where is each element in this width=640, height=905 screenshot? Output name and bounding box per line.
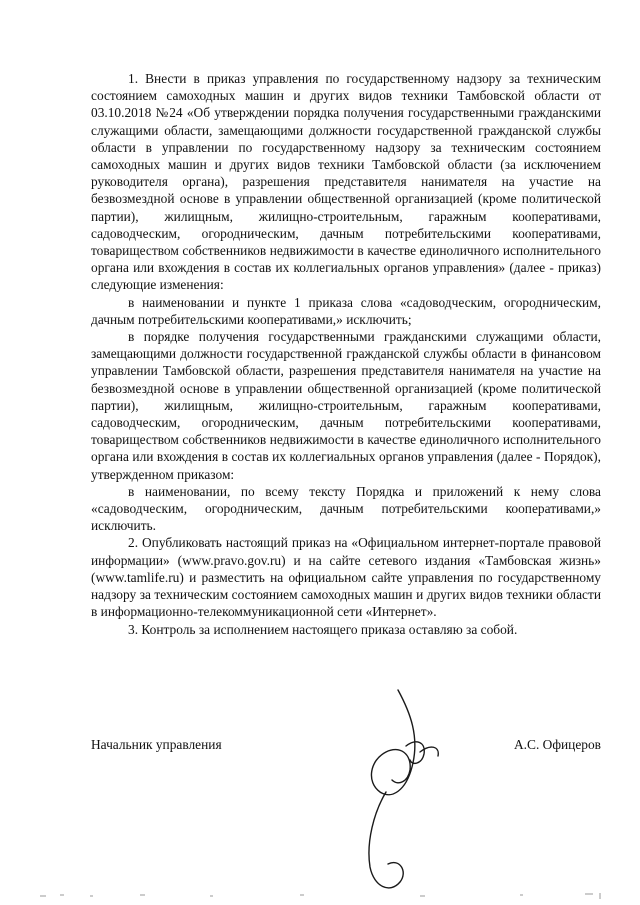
paragraph-2: в наименовании и пункте 1 приказа слова «садоводческим, огородническим, дачным потребительскими кооперативами,» исключить; xyxy=(91,294,601,327)
document-body xyxy=(91,70,601,638)
scan-artifacts xyxy=(0,888,640,902)
paragraph-3: в порядке получения государственными гражданскими служащими области, замещающими должности государственной гражданской службы области в финансовом управлении Тамбовской области, разрешения представителя нанимателя на участие на безвозмездной основе в управлении общественной организацией (кроме политической партии), жилищным, жилищно-строительным, гаражным кооперативами, садоводческим, огородническим, дачным потребительскими кооперативами, товариществом собственников недвижимости в качестве единоличного исполнительного органа или вхождения в состав их коллегиальных органов управления (далее - Порядок), утвержденном приказом: xyxy=(91,329,601,482)
signatory-title: Начальник управления xyxy=(91,737,222,752)
signatory-name: А.С. Офицеров xyxy=(514,737,601,752)
paragraph-1: 1. Внести в приказ управления по государственному надзору за техническим состоянием самоходных машин и других видов техники Тамбовской области от 03.10.2018 №24 «Об утверждении порядка получения государственными гражданскими служащими области, замещающими должности государственной гражданской службы области в управлении по государственному надзору за техническим состоянием самоходных машин и других видов техники Тамбовской области (за исключением руководителя органа), разрешения представителя нанимателя на участие на безвозмездной основе в управлении общественной организацией (кроме политической партии), жилищным, жилищно-строительным, гаражным кооперативами, садоводческим, огородническим, дачным потребительскими кооперативами, товариществом собственников недвижимости в качестве единоличного исполнительного органа или вхождения в состав их коллегиальных органов управления» (далее - приказ) следующие изменения: xyxy=(91,71,601,293)
paragraph-5: 2. Опубликовать настоящий приказ на «Официальном интернет-портале правовой информации» (www.pravo.gov.ru) и на сайте сетевого издания «Тамбовская жизнь» (www.tamlife.ru) и разместить на официальном сайте управления по государственному надзору за техническим состоянием самоходных машин и других видов техники области в информационно-телекоммуникационной сети «Интернет». xyxy=(91,535,601,620)
paragraph-4: в наименовании, по всему тексту Порядка и приложений к нему слова «садоводческим, огородническим, дачным потребительскими кооперативами,» исключить. xyxy=(91,483,601,534)
paragraph-6: 3. Контроль за исполнением настоящего приказа оставляю за собой. xyxy=(128,621,518,637)
handwritten-signature xyxy=(340,682,450,902)
